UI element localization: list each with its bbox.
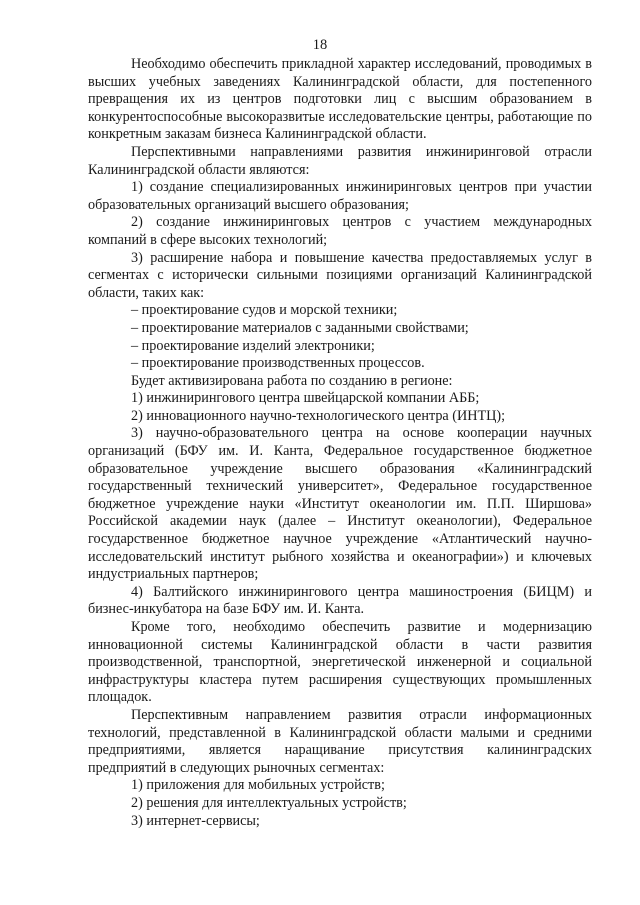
- paragraph-engineering-directions: Перспективными направлениями развития инжиниринговой отрасли Калининградской области являются:: [88, 143, 592, 178]
- paragraph-innovation-system: Кроме того, необходимо обеспечить развитие и модернизацию инновационной системы Калининградской области в части развития производственной, транспортной, энергетической инженерной и социальной инфраструктуры кластера путем расширения существующих промышленных площадок.: [88, 619, 592, 706]
- dash-item-processes: – проектирование производственных процессов.: [131, 355, 425, 372]
- list-item-center-2: 2) инновационного научно-технологического центра (ИНТЦ);: [131, 407, 506, 424]
- dash-item-materials: – проектирование материалов с заданными свойствами;: [131, 319, 469, 336]
- dash-item-electronics: – проектирование изделий электроники;: [131, 337, 375, 354]
- paragraph-it-directions: Перспективным направлением развития отрасли информационных технологий, представленной в Калининградской области малыми и средними предприятиями, является наращивание присутствия калининградских предприятий в следующих рыночных сегментах:: [88, 706, 592, 776]
- page-number: 18: [312, 37, 328, 53]
- dash-item-ships: – проектирование судов и морской техники;: [131, 302, 398, 319]
- list-item-it-3: 3) интернет-сервисы;: [131, 812, 260, 829]
- paragraph-region-work: Будет активизирована работа по созданию в регионе:: [131, 372, 453, 389]
- list-item-center-3: 3) научно-образовательного центра на основе кооперации научных организаций (БФУ им. И. Канта, Федеральное государственное бюджетное образовательное учреждение высшего образования «Калининградский государственный технический университет», Федеральное государственное бюджетное учреждение науки «Институт океанологии им. П.П. Ширшова» Российской академии наук (далее – Институт океанологии), Федеральное государственное бюджетное научное учреждение «Атлантический научно-исследовательский институт рыбного хозяйства и океанографии») и ключевых индустриальных партнеров;: [88, 425, 592, 583]
- list-item-engineering-3: 3) расширение набора и повышение качества предоставляемых услуг в сегментах с исторически сильными позициями организаций Калининградской области, таких как:: [88, 249, 592, 301]
- document-body: [88, 56, 592, 830]
- list-item-center-4: 4) Балтийского инжинирингового центра машиностроения (БИЦМ) и бизнес-инкубатора на базе БФУ им. И. Канта.: [88, 583, 592, 618]
- list-item-center-1: 1) инжинирингового центра швейцарской компании АББ;: [131, 390, 480, 407]
- paragraph-research-focus: Необходимо обеспечить прикладной характер исследований, проводимых в высших учебных заведениях Калининградской области, для постепенного превращения их из центров подготовки лиц с высшим образованием в конкурентоспособные высокоразвитые исследовательские центры, работающие по конкретным заказам бизнеса Калининградской области.: [88, 56, 592, 143]
- list-item-it-2: 2) решения для интеллектуальных устройств;: [131, 794, 407, 811]
- list-item-engineering-1: 1) создание специализированных инжиниринговых центров при участии образовательных организаций высшего образования;: [88, 179, 592, 213]
- list-item-engineering-2: 2) создание инжиниринговых центров с участием международных компаний в сфере высоких технологий;: [88, 214, 592, 248]
- list-item-it-1: 1) приложения для мобильных устройств;: [131, 777, 385, 794]
